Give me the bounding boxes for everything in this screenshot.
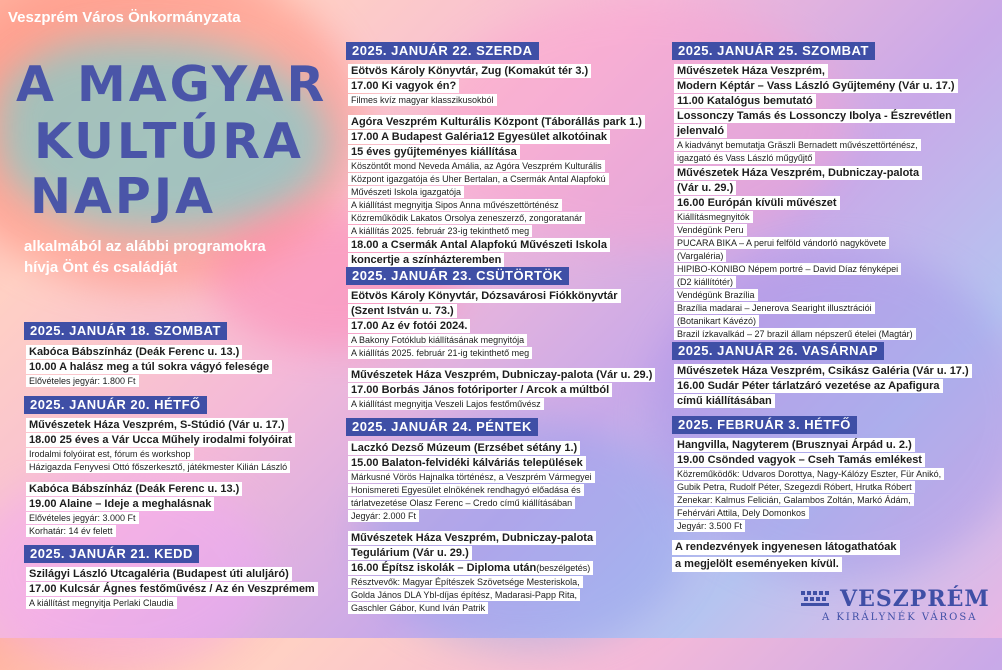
event-title: 11.00 Katalógus bemutató [674, 94, 816, 108]
event-title: 18.00 25 éves a Vár Ucca Műhely irodalmi folyóirat [26, 433, 295, 447]
event-note: Márkusné Vörös Hajnalka történész, a Veszprém Vármegyei [348, 471, 595, 483]
event-title: 17.00 Kulcsár Ágnes festőművész / Az én Veszprémem [26, 582, 318, 596]
event-venue: (Szent István u. 73.) [348, 304, 457, 318]
event-kaboca-halasz [26, 345, 272, 388]
event-title: 15.00 Balaton-felvidéki kálváriás települések [348, 456, 586, 470]
event-modern-keptar [674, 64, 958, 165]
event-venue: Kabóca Bábszínház (Deák Ferenc u. 13.) [26, 345, 242, 359]
event-note: igazgató és Vass László műgyűjtő [674, 152, 815, 164]
event-venue: Művészetek Háza Veszprém, S-Stúdió (Vár u. 17.) [26, 418, 288, 432]
event-title: koncertje a színházteremben [348, 253, 504, 267]
event-note: A kiállítást megnyitja Perlaki Claudia [26, 597, 177, 609]
event-note: Vendégünk Peru [674, 224, 747, 236]
event-title: 15 éves gyűjteményes kiállítása [348, 145, 520, 159]
organizer-label: Veszprém Város Önkormányzata [8, 9, 241, 26]
free-entry-line-1: A rendezvények ingyenesen látogathatóak [672, 540, 900, 555]
logo-tagline: A KIRÁLYNÉK VÁROSA [822, 612, 978, 623]
event-note: Brazil ízkavalkád – 27 brazil állam népszerű ételei (Magtár) [674, 328, 916, 340]
event-note: Közreműködők: Udvaros Dorottya, Nagy-Kálózy Eszter, Für Anikó, [674, 468, 944, 480]
event-var-ucca [26, 418, 295, 474]
event-note: Közreműködik Lakatos Orsolya zeneszerző, zongoratanár [348, 212, 585, 224]
event-note: A kiállítás 2025. február 21-ig tekinthető meg [348, 347, 532, 359]
event-venue: (Vár u. 29.) [674, 181, 736, 195]
event-title: 16.00 Európán kívüli művészet [674, 196, 840, 210]
event-csikasz-galeria [674, 364, 972, 409]
event-dozsavarosi-foto [348, 289, 621, 360]
logo-name: VESZPRÉM [840, 586, 990, 612]
event-note: Golda János DLA Ybl-díjas építész, Madarasi-Papp Rita, [348, 589, 580, 601]
event-europan-kivuli [674, 166, 922, 341]
event-title: című kiállításában [674, 394, 775, 408]
event-title: 19.00 Csönded vagyok – Cseh Tamás emlékest [674, 453, 925, 467]
event-kaboca-alaine [26, 482, 242, 538]
event-note: tárlatvezetése Olasz Ferenc – Credo című kiállításában [348, 497, 575, 509]
event-note: Elővételes jegyár: 1.800 Ft [26, 375, 139, 387]
event-zug-quiz [348, 64, 591, 107]
event-note: A kiadványt bemutatja Gräszli Bernadett művészettörténész, [674, 139, 921, 151]
event-title: 16.00 Sudár Péter tárlatzáró vezetése az Apafigura [674, 379, 943, 393]
event-venue: Eötvös Károly Könyvtár, Zug (Komakút tér 3.) [348, 64, 591, 78]
event-note: A kiállítást megnyitja Veszeli Lajos festőművész [348, 398, 544, 410]
event-utcagaleria [26, 567, 318, 610]
event-venue: Művészetek Háza Veszprém, [674, 64, 828, 78]
event-tegularium-diploma [348, 531, 596, 615]
event-note: Gubik Petra, Rudolf Péter, Szegezdi Róbert, Hrutka Róbert [674, 481, 915, 493]
event-note: Köszöntőt mond Neveda Amália, az Agóra Veszprém Kulturális [348, 160, 605, 172]
event-note: HIPIBO-KONIBO Népem portré – David Díaz fényképei [674, 263, 901, 275]
event-venue: Tegulárium (Vár u. 29.) [348, 546, 472, 560]
event-note: Résztvevők: Magyar Építészek Szövetsége Mesteriskola, [348, 576, 583, 588]
subtitle [24, 236, 266, 278]
event-venue: Kabóca Bábszínház (Deák Ferenc u. 13.) [26, 482, 242, 496]
day-header-jan26: 2025. JANUÁR 26. VASÁRNAP [672, 342, 884, 360]
event-note: Kiállításmegnyitók [674, 211, 753, 223]
subtitle-line-1: alkalmából az alábbi programokra [24, 238, 266, 255]
main-title-line-3: NAPJA [30, 168, 216, 225]
event-venue: Hangvilla, Nagyterem (Brusznyai Árpád u. 2.) [674, 438, 915, 452]
event-note: A kiállítás 2025. február 23-ig tekinthető meg [348, 225, 532, 237]
event-note: (Botanikart Kávézó) [674, 315, 759, 327]
day-header-jan20: 2025. JANUÁR 20. HÉTFŐ [24, 396, 207, 414]
event-agora-galeria12 [348, 115, 645, 268]
day-header-feb3: 2025. FEBRUÁR 3. HÉTFŐ [672, 416, 857, 434]
event-venue: Laczkó Dezső Múzeum (Erzsébet sétány 1.) [348, 441, 580, 455]
event-note: Központ igazgatója és Uher Bertalan, a Csermák Antal Alapfokú [348, 173, 609, 185]
day-header-jan18: 2025. JANUÁR 18. SZOMBAT [24, 322, 227, 340]
event-venue: Modern Képtár – Vass László Gyűjtemény (Vár u. 17.) [674, 79, 958, 93]
event-title: 17.00 Ki vagyok én? [348, 79, 459, 93]
event-title: 10.00 A halász meg a túl sokra vágyó felesége [26, 360, 272, 374]
event-title: 17.00 Az év fotói 2024. [348, 319, 470, 333]
event-note: (D2 kiállítótér) [674, 276, 736, 288]
event-note: Zenekar: Kalmus Felicián, Galambos Zoltán, Markó Ádám, [674, 494, 914, 506]
event-title: 17.00 Borbás János fotóriporter / Arcok a múltból [348, 383, 612, 397]
event-venue: Művészetek Háza Veszprém, Dubniczay-palota (Vár u. 29.) [348, 368, 655, 382]
event-venue: Agóra Veszprém Kulturális Központ (Táborállás park 1.) [348, 115, 645, 129]
free-entry-line-2: a megjelölt eseményeken kívül. [672, 557, 842, 572]
main-title-line-1: A MAGYAR [16, 56, 328, 113]
event-note: Vendégünk Brazília [674, 289, 758, 301]
event-laczko-kalvaria [348, 441, 595, 523]
event-note: Korhatár: 14 év felett [26, 525, 116, 537]
event-note: Filmes kvíz magyar klasszikusokból [348, 94, 497, 106]
event-title: jelenvaló [674, 124, 727, 138]
event-title-text: 16.00 Építsz iskolák – Diploma után [351, 562, 537, 574]
event-venue: Eötvös Károly Könyvtár, Dózsavárosi Fiókkönyvtár [348, 289, 621, 303]
event-venue: Művészetek Háza Veszprém, Dubniczay-palota [348, 531, 596, 545]
main-title-line-2: KULTÚRA [34, 113, 304, 170]
event-note: Művészeti Iskola igazgatója [348, 186, 464, 198]
event-title: 17.00 A Budapest Galéria12 Egyesület alkotóinak [348, 130, 610, 144]
day-header-jan25: 2025. JANUÁR 25. SZOMBAT [672, 42, 875, 60]
event-note: Honismereti Egyesület elnökének rendhagyó előadása és [348, 484, 584, 496]
crown-icon [800, 590, 830, 608]
event-venue: Szilágyi László Utcagaléria (Budapest úti aluljáró) [26, 567, 292, 581]
event-title [348, 561, 593, 575]
event-note: A kiállítást megnyitja Sipos Anna művészettörténész [348, 199, 562, 211]
event-dubniczay-borbas [348, 368, 655, 411]
event-venue: Művészetek Háza Veszprém, Dubniczay-palota [674, 166, 922, 180]
event-note: Házigazda Fenyvesi Ottó főszerkesztő, játékmester Kilián László [26, 461, 290, 473]
subtitle-line-2: hívja Önt és családját [24, 259, 178, 276]
event-title: Lossonczy Tamás és Lossonczy Ibolya - Észrevétlen [674, 109, 955, 123]
free-entry-note [672, 540, 900, 574]
event-note: PUCARA BIKA – A perui felföld vándorló nagykövete [674, 237, 889, 249]
day-header-jan24: 2025. JANUÁR 24. PÉNTEK [346, 418, 538, 436]
day-header-jan23: 2025. JANUÁR 23. CSÜTÖRTÖK [346, 267, 569, 285]
event-note: Gaschler Gábor, Kund Iván Patrik [348, 602, 488, 614]
event-hangvilla-cseh [674, 438, 944, 533]
event-note: Brazília madarai – Jenerova Searight illusztrációi [674, 302, 875, 314]
event-title: 19.00 Alaine – Ideje a meghalásnak [26, 497, 214, 511]
event-note: A Bakony Fotóklub kiállításának megnyitója [348, 334, 527, 346]
event-title-note: (beszélgetés) [536, 563, 591, 573]
event-note: Jegyár: 2.000 Ft [348, 510, 419, 522]
event-note: Jegyár: 3.500 Ft [674, 520, 745, 532]
event-title: 18.00 a Csermák Antal Alapfokú Művészeti Iskola [348, 238, 610, 252]
event-note: Fehérvári Attila, Dely Domonkos [674, 507, 809, 519]
event-note: (Vargaléria) [674, 250, 726, 262]
event-note: Irodalmi folyóirat est, fórum és workshop [26, 448, 194, 460]
event-note: Elővételes jegyár: 3.000 Ft [26, 512, 139, 524]
day-header-jan21: 2025. JANUÁR 21. KEDD [24, 545, 199, 563]
event-venue: Művészetek Háza Veszprém, Csikász Galéria (Vár u. 17.) [674, 364, 972, 378]
day-header-jan22: 2025. JANUÁR 22. SZERDA [346, 42, 539, 60]
